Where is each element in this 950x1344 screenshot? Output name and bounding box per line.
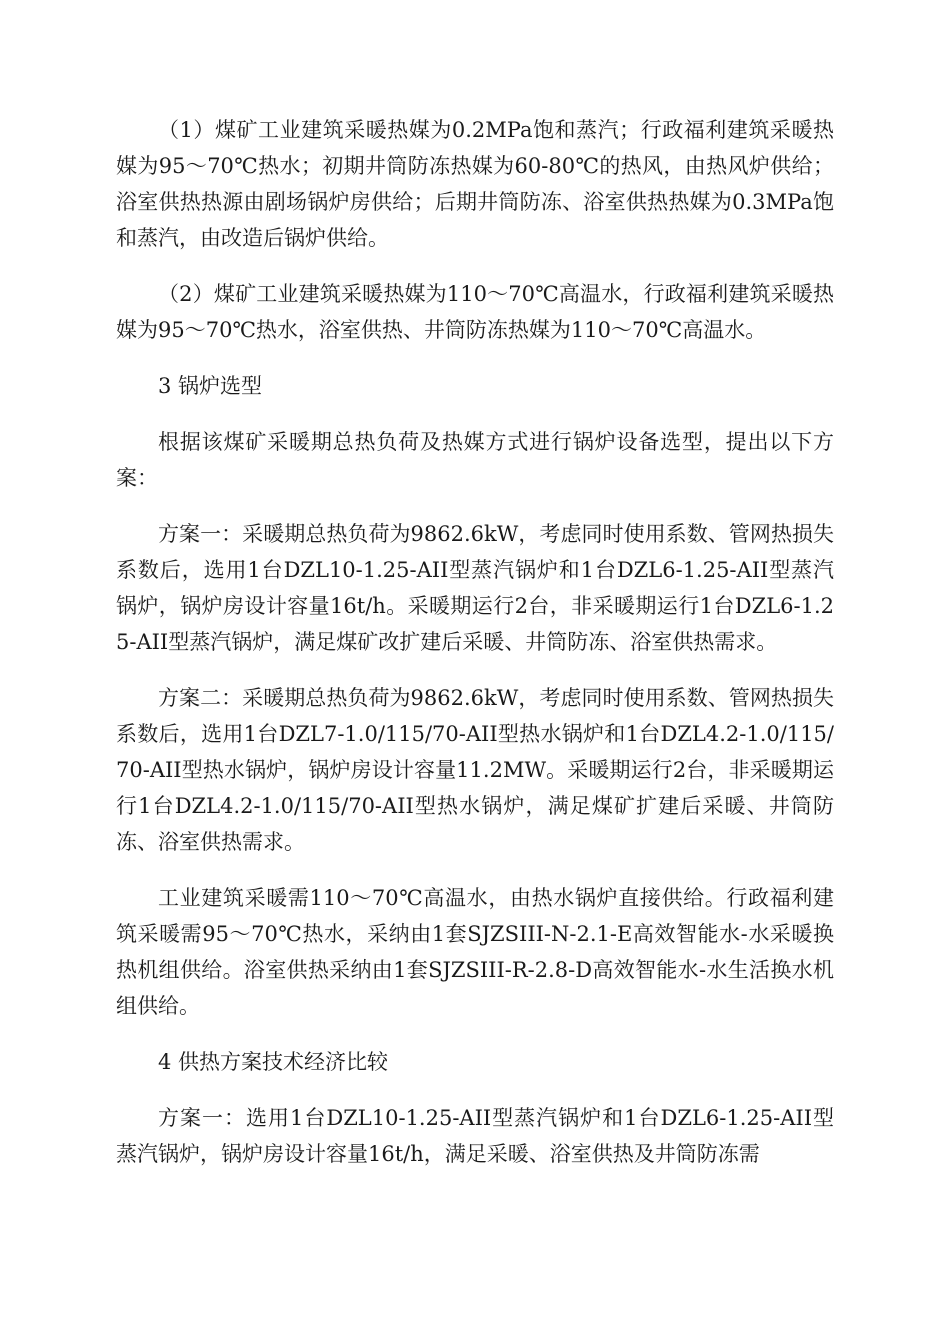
paragraph-scheme-two: 方案二：采暖期总热负荷为9862.6kW，考虑同时使用系数、管网热损失系数后，选用1台DZL7-1.0/115/70-AII型热水锅炉和1台DZL4.2-1.0/115/70-AII型热水锅炉，锅炉房设计容量11.2MW。采暖期运行2台，非采暖期运行1台DZL4.2-1.0/115/70-AII型热水锅炉，满足煤矿扩建后采暖、井筒防冻、浴室供热需求。 (116, 686, 834, 854)
paragraph-heat-medium-option-2: （2）煤矿工业建筑采暖热媒为110～70℃高温水，行政福利建筑采暖热媒为95～70℃热水，浴室供热、井筒防冻热媒为110～70℃高温水。 (116, 282, 834, 342)
section-heading-comparison: 4 供热方案技术经济比较 (158, 1050, 389, 1074)
paragraph-selection-intro: 根据该煤矿采暖期总热负荷及热媒方式进行锅炉设备选型，提出以下方案： (116, 430, 834, 490)
paragraph-comparison-scheme-one: 方案一：选用1台DZL10-1.25-AII型蒸汽锅炉和1台DZL6-1.25-AII型蒸汽锅炉，锅炉房设计容量16t/h，满足采暖、浴室供热及井筒防冻需 (116, 1106, 834, 1166)
paragraph-scheme-one: 方案一：采暖期总热负荷为9862.6kW，考虑同时使用系数、管网热损失系数后，选用1台DZL10-1.25-AII型蒸汽锅炉和1台DZL6-1.25-AII型蒸汽锅炉，锅炉房设计容量16t/h。采暖期运行2台，非采暖期运行1台DZL6-1.25-AII型蒸汽锅炉，满足煤矿改扩建后采暖、井筒防冻、浴室供热需求。 (116, 522, 834, 654)
paragraph-heating-supply: 工业建筑采暖需110～70℃高温水，由热水锅炉直接供给。行政福利建筑采暖需95～70℃热水，采纳由1套SJZSIII-N-2.1-E高效智能水-水采暖换热机组供给。浴室供热采纳由1套SJZSIII-R-2.8-D高效智能水-水生活换水机组供给。 (116, 886, 834, 1018)
paragraph-heat-medium-option-1: （1）煤矿工业建筑采暖热媒为0.2MPa饱和蒸汽；行政福利建筑采暖热媒为95～70℃热水；初期井筒防冻热媒为60-80℃的热风，由热风炉供给；浴室供热热源由剧场锅炉房供给；后期井筒防冻、浴室供热热媒为0.3MPa饱和蒸汽，由改造后锅炉供给。 (116, 118, 834, 250)
section-heading-boiler-selection: 3 锅炉选型 (158, 374, 263, 398)
